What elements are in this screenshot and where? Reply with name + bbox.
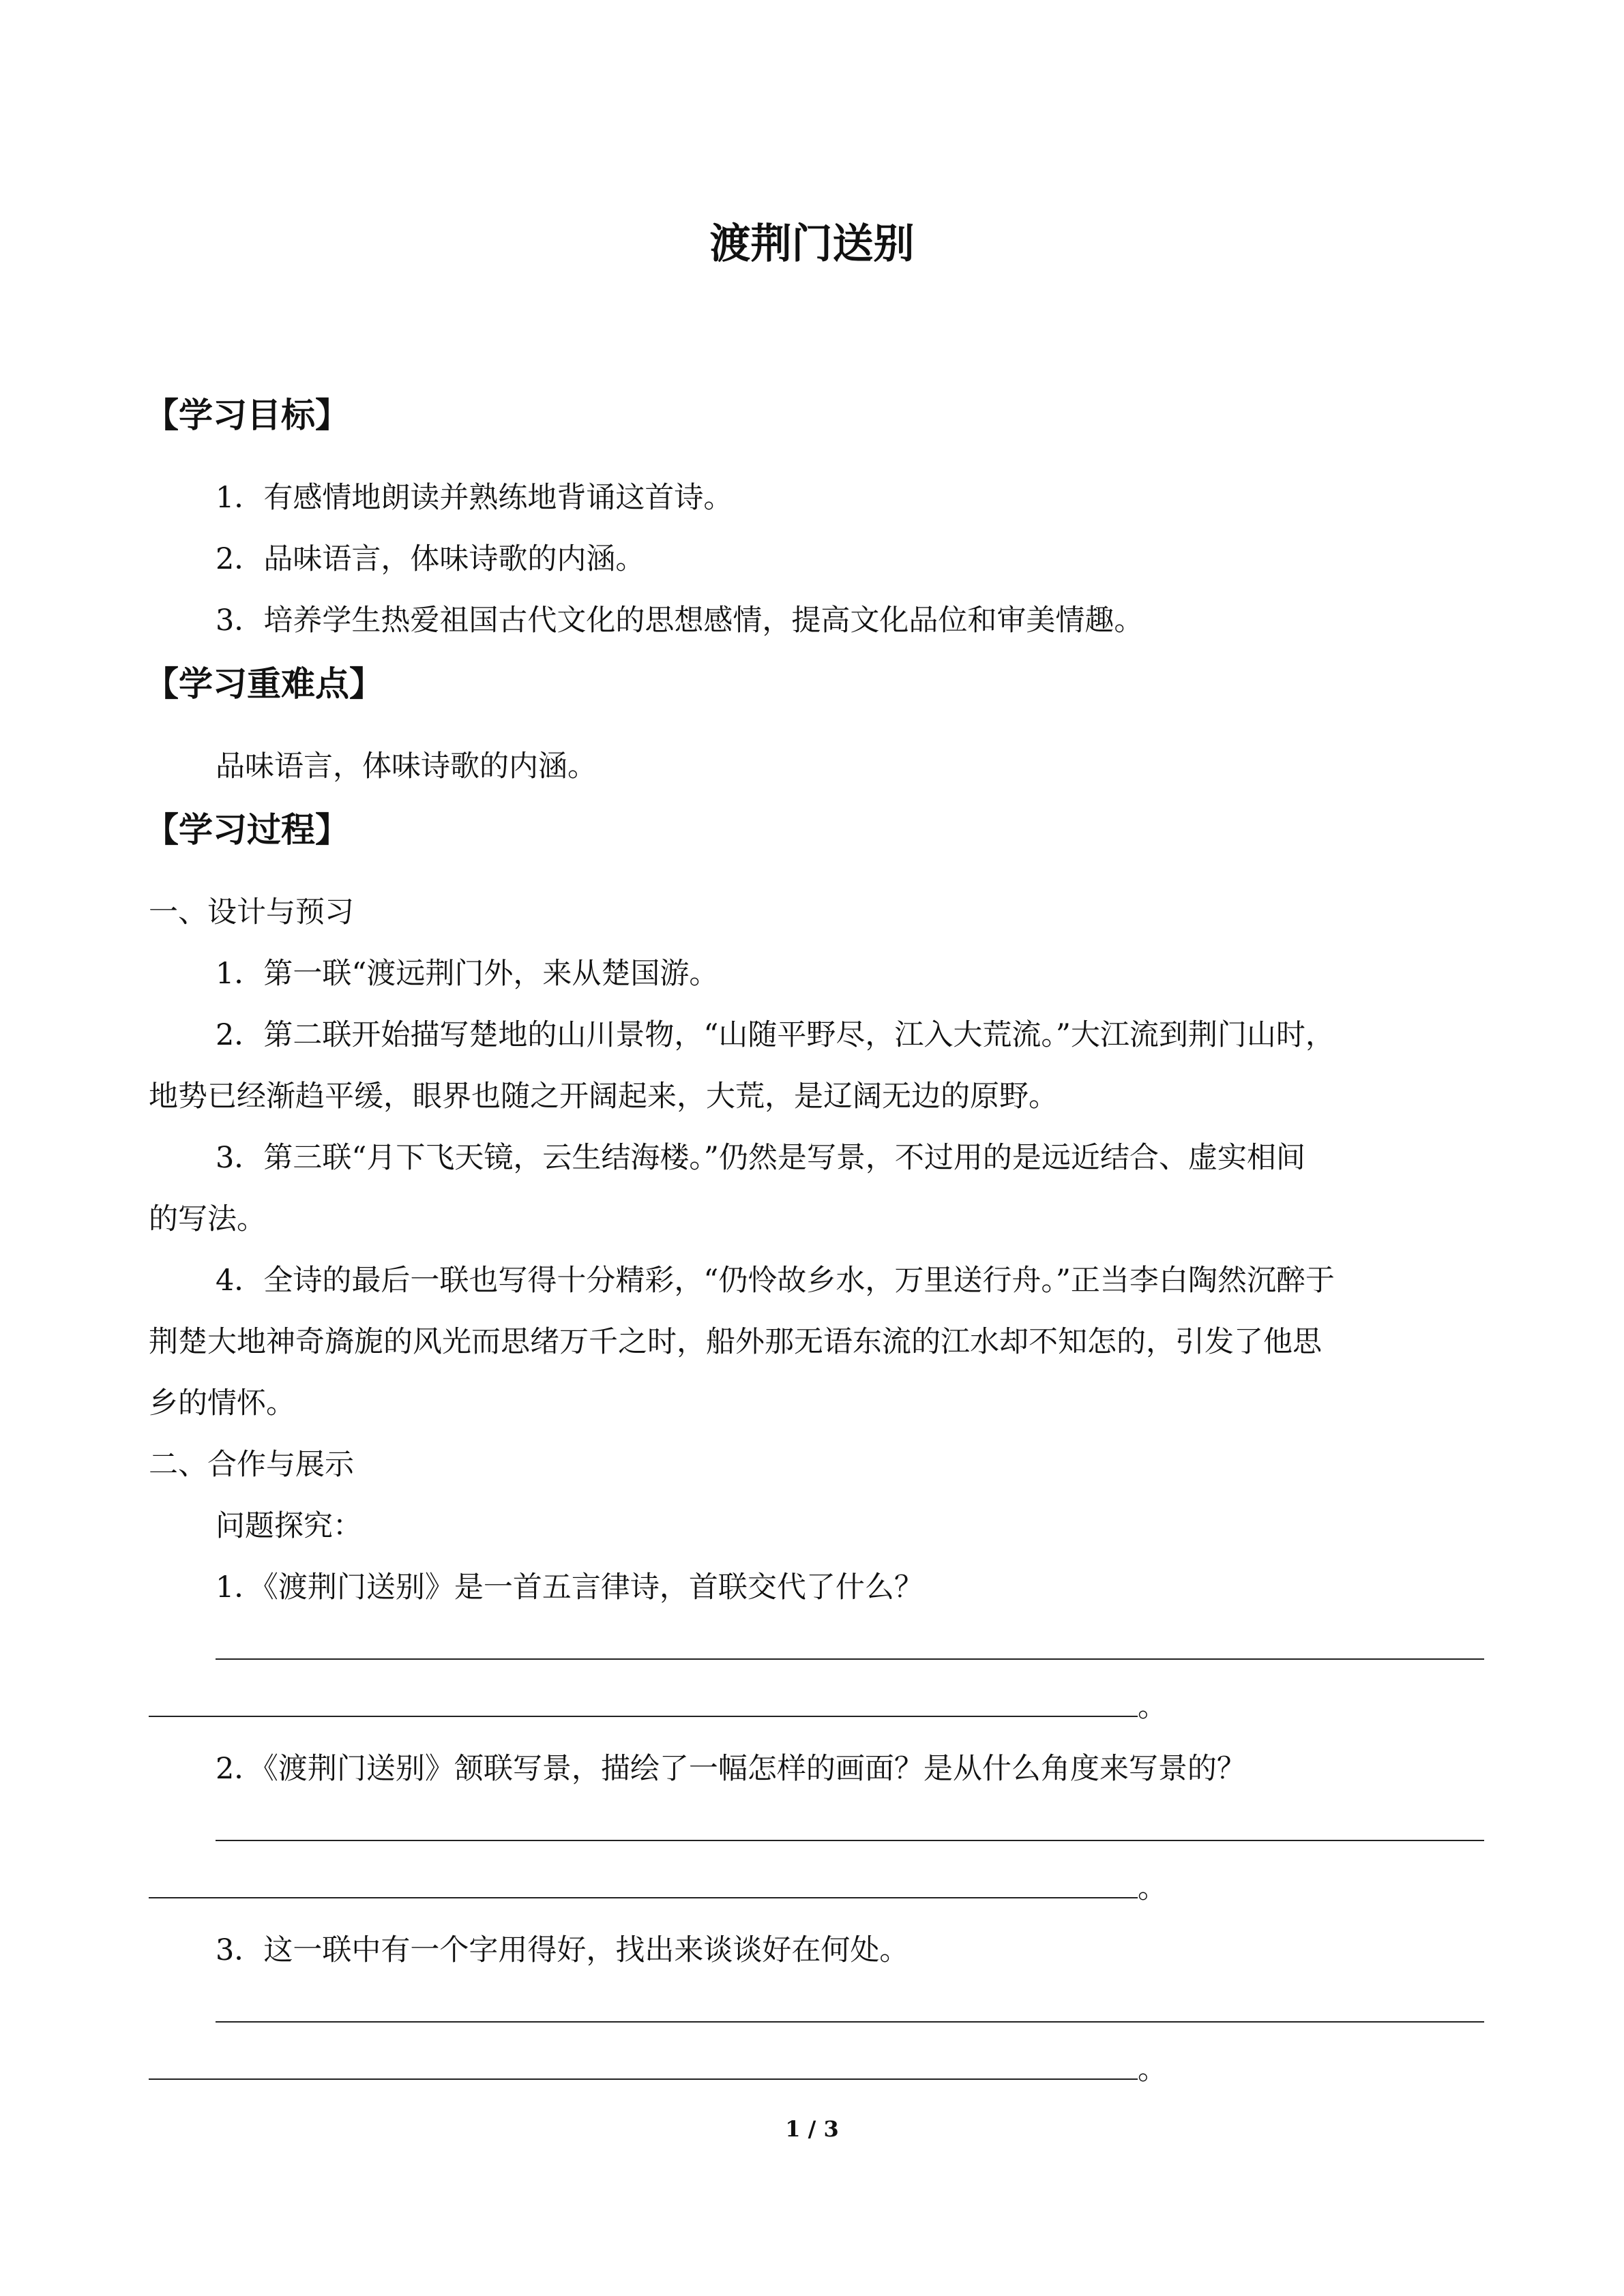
part1-item-1: 1．第一联“渡远荆门外，来从楚国游。: [216, 957, 719, 991]
answer-line-3b[interactable]: [149, 2078, 1138, 2080]
document-title: 渡荆门送别: [709, 220, 915, 268]
part1-item-4-line-3: 乡的情怀。: [149, 1386, 295, 1420]
part1-item-2-line-1: 2．第二联开始描写楚地的山川景物，“山随平野尽，江入大荒流。”大江流到荆门山时，: [216, 1018, 1335, 1052]
part1-item-3-line-2: 的写法。: [149, 1202, 266, 1236]
part1-item-2-line-2: 地势已经渐趋平缓，眼界也随之开阔起来，大荒，是辽阔无边的原野。: [149, 1079, 1058, 1114]
section-heading-process: 【学习过程】: [145, 810, 349, 850]
part2-heading: 二、合作与展示: [149, 1448, 354, 1482]
answer-line-2b[interactable]: [149, 1897, 1138, 1898]
question-2: 2．《渡荆门送别》颔联写景，描绘了一幅怎样的画面？是从什么角度来写景的？: [216, 1752, 1246, 1786]
goal-item-2: 2．品味语言，体味诗歌的内涵。: [216, 542, 645, 576]
question-3: 3．这一联中有一个字用得好，找出来谈谈好在何处。: [216, 1933, 909, 1967]
section-heading-goals: 【学习目标】: [145, 396, 349, 435]
answer-end-mark-2: 。: [1138, 1871, 1167, 1905]
answer-line-1b[interactable]: [149, 1716, 1138, 1717]
section-heading-key-points: 【学习重难点】: [145, 664, 383, 704]
question-1: 1．《渡荆门送别》是一首五言律诗，首联交代了什么？: [216, 1570, 924, 1605]
part1-heading: 一、设计与预习: [149, 895, 354, 929]
answer-end-mark-1: 。: [1138, 1690, 1167, 1724]
answer-line-3a[interactable]: [216, 2021, 1484, 2023]
page-number: 1 / 3: [785, 2116, 839, 2142]
answer-line-2a[interactable]: [216, 1840, 1484, 1841]
answer-line-1a[interactable]: [216, 1658, 1484, 1660]
key-points-text: 品味语言，体味诗歌的内涵。: [216, 749, 597, 784]
part2-subheading: 问题探究：: [216, 1509, 362, 1543]
part1-item-4-line-1: 4．全诗的最后一联也写得十分精彩，“仍怜故乡水，万里送行舟。”正当李白陶然沉醉于: [216, 1264, 1335, 1298]
part1-item-3-line-1: 3．第三联“月下飞天镜，云生结海楼。”仍然是写景，不过用的是远近结合、虚实相间: [216, 1141, 1305, 1175]
goal-item-3: 3．培养学生热爱祖国古代文化的思想感情，提高文化品位和审美情趣。: [216, 603, 1144, 638]
goal-item-1: 1．有感情地朗读并熟练地背诵这首诗。: [216, 481, 733, 515]
answer-end-mark-3: 。: [1138, 2053, 1167, 2087]
part1-item-4-line-2: 荆楚大地神奇旖旎的风光而思绪万千之时，船外那无语东流的江水却不知怎的，引发了他思: [149, 1325, 1322, 1359]
